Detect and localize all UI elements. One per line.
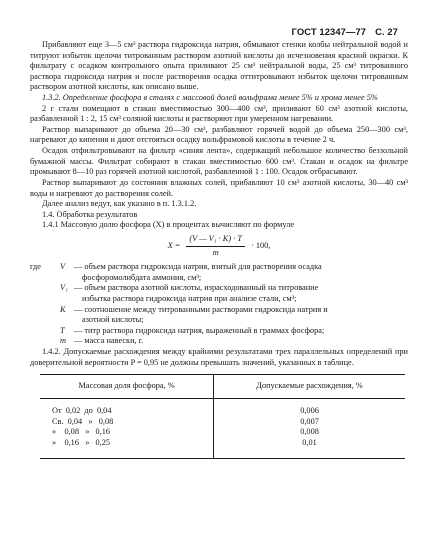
glossary-text: — объем раствора азотной кислоты, израсходованный на титрование xyxy=(74,283,319,293)
standard-number: ГОСТ 12347—77 xyxy=(291,26,367,37)
table-header-tolerance: Допускаемые расхождения, % xyxy=(214,375,405,399)
formula-numerator: (V — V₁ · K) · T xyxy=(186,234,245,247)
table-header-row xyxy=(40,375,405,399)
paragraph-dissolve: 2 г стали помещают в стакан вместимостью 300—400 см³, приливают 60 см³ азотной кислоты, разбавленной 1 : 2, 15 см³ соляной кислоты и растворяют при умеренном нагревании. xyxy=(30,103,408,124)
glossary-continuation: азотной кислоты; xyxy=(82,315,144,325)
paragraph-tolerances: 1.4.2. Допускаемые расхождения между крайними результатами трех параллельных определений при доверительной вероятности P = 0,95 не должны превышать значений, указанных в таблице. xyxy=(30,347,408,367)
table-row xyxy=(40,398,405,416)
glossary-symbol: V₁ xyxy=(60,283,68,293)
glossary-symbol: V xyxy=(60,262,66,272)
glossary-entry-m xyxy=(60,336,408,347)
glossary-where: где xyxy=(30,262,41,272)
variable-glossary xyxy=(30,262,408,347)
glossary-text: — объем раствора гидроксида натрия, взятый для растворения осадка xyxy=(74,262,322,272)
table-row xyxy=(40,438,405,459)
glossary-entry-v1 xyxy=(60,283,408,294)
glossary-text: — соотношение между титрованными растворами гидроксида натрия и xyxy=(74,304,328,314)
glossary-text: — масса навески, г. xyxy=(74,336,144,346)
glossary-continuation: фосфоромолибдата аммония, см³; xyxy=(82,272,202,282)
formula-fraction xyxy=(186,234,245,258)
table-cell-value: 0,01 xyxy=(214,438,405,459)
glossary-entry-k xyxy=(60,305,408,316)
table-cell-value: 0,006 xyxy=(300,405,319,415)
glossary-continuation: избытка раствора гидроксида натрия при анализе стали, см³; xyxy=(82,294,297,304)
table-header-mass-fraction: Массовая доля фосфора, % xyxy=(40,375,214,399)
document-body xyxy=(30,24,408,459)
paragraph-evaporate: Раствор выпаривают до объема 20—30 см³, разбавляют горячей водой до объема 250—300 см³, нагревают до кипения и дают отстояться осадку вольфрамовой кислоты в течение 2 ч. xyxy=(30,124,408,145)
paragraph-salts: Раствор выпаривают до состояния влажных солей, прибавляют 10 см³ азотной кислоты, 30—40 см³ воды и нагревают до растворения солей. xyxy=(30,177,408,198)
formula-denominator: m xyxy=(212,247,219,257)
formula-multiplier: · 100, xyxy=(251,240,271,250)
glossary-entry-t xyxy=(60,326,408,337)
glossary-text: — титр раствора гидроксида натрия, выраженный в граммах фосфора; xyxy=(74,325,325,335)
glossary-symbol: m xyxy=(60,336,66,346)
table-cell-value: 0,007 xyxy=(300,416,319,426)
section-heading-1-4: 1.4. Обработка результатов xyxy=(42,209,138,219)
table-cell-range: От 0,02 до 0,04 xyxy=(40,398,214,416)
page-header xyxy=(292,26,398,38)
glossary-symbol: K xyxy=(60,304,66,314)
glossary-symbol: T xyxy=(60,325,65,335)
phosphorus-formula xyxy=(30,234,408,258)
table-cell-range: » 0,16 » 0,25 xyxy=(40,438,214,459)
table-row xyxy=(40,417,405,428)
formula-lhs: X = xyxy=(167,240,181,250)
tolerance-table xyxy=(40,374,405,459)
table-cell-range: » 0,08 » 0,16 xyxy=(40,427,214,438)
paragraph-titration: Прибавляют еще 3—5 см³ раствора гидроксида натрия, обмывают стенки колбы нейтральной водой и титруют избыток щелочи титрованным раствором азотной кислоты до исчезновения красной окраски. К фильтрату с осадком контрольного опыта приливают 25 см³ нейтральной воды, 25 см³ титрованного раствора гидроксида натрия и после растворения осадка оттитровывают избыток щелочи титрованным раствором азотной кислоты, как описано выше. xyxy=(30,40,408,92)
table-cell-range: Св. 0,04 » 0,08 xyxy=(40,417,214,428)
table-row xyxy=(40,427,405,438)
paragraph-filter: Осадок отфильтровывают на фильтр «синяя лента», содержащий небольшое количество беззольной бумажной массы. Фильтрат собирают в стакан вместимостью 600 см³. Стакан и осадок на фильтре промывают 8—10 раз горячей азотной кислотой, разбавленной 1 : 100. Осадок отбрасывают. xyxy=(30,146,408,177)
paragraph-further-analysis: Далее анализ ведут, как указано в п. 1.3.1.2. xyxy=(42,199,197,209)
table-cell-value: 0,008 xyxy=(300,427,319,437)
section-heading-1-3-2: 1.3.2. Определение фосфора в сталях с массовой долей вольфрама менее 5% и хрома менее 5% xyxy=(42,93,378,103)
page-number: С. 27 xyxy=(375,26,398,37)
paragraph-formula-intro: 1.4.1 Массовую долю фосфора (X) в процентах вычисляют по формуле xyxy=(42,220,295,230)
glossary-entry-v xyxy=(30,262,408,273)
